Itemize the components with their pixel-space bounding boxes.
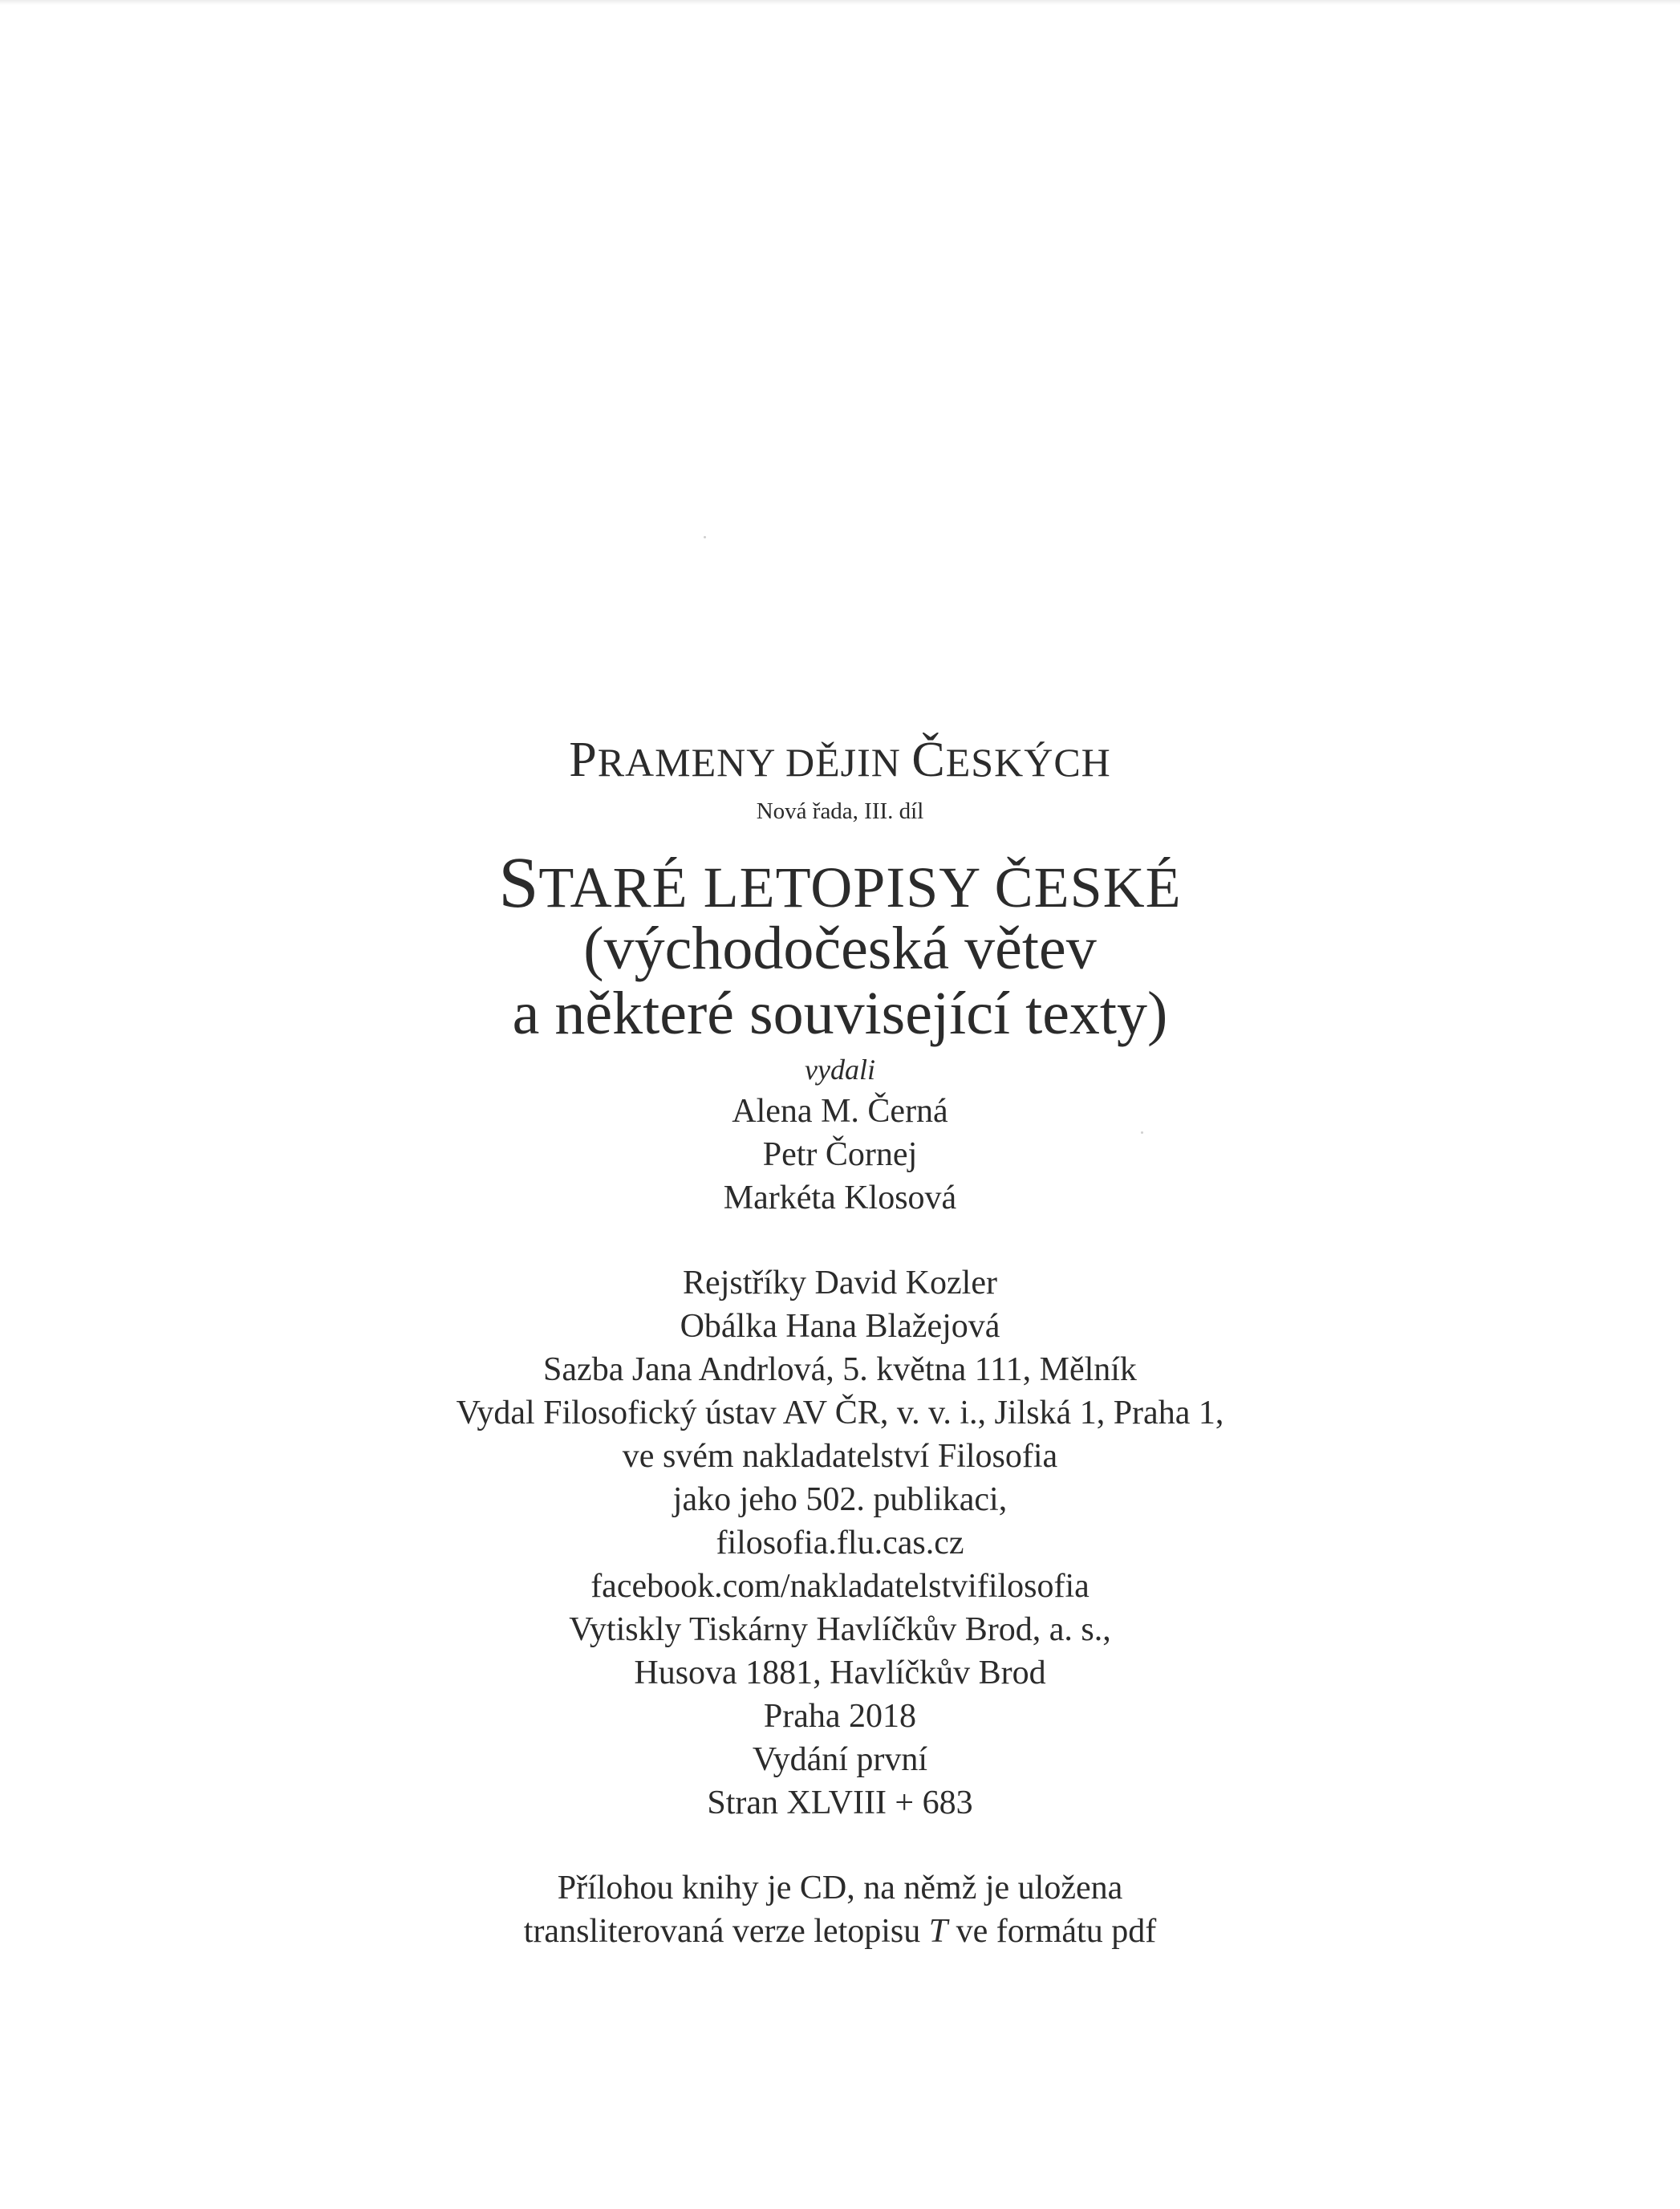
scan-speck bbox=[704, 536, 706, 538]
title-initial: S bbox=[498, 843, 539, 923]
series-subtitle: Nová řada, III. díl bbox=[756, 798, 924, 824]
attachment-note-line-1: Přílohou knihy je CD, na němž je uložena bbox=[557, 1870, 1123, 1906]
colophon-line: Obálka Hana Blažejová bbox=[680, 1308, 1000, 1345]
attachment-note-text: transliterovaná verze letopisu bbox=[523, 1913, 929, 1950]
attachment-note-text-end: ve formátu pdf bbox=[948, 1913, 1157, 1950]
title-rest: TARÉ LETOPISY ČESKÉ bbox=[538, 855, 1182, 920]
scan-speck bbox=[1141, 1131, 1143, 1134]
book-title-line-3: a některé související texty) bbox=[512, 980, 1168, 1047]
colophon-line: Vytiskly Tiskárny Havlíčkův Brod, a. s., bbox=[569, 1611, 1111, 1648]
colophon-line: ve svém nakladatelství Filosofia bbox=[622, 1438, 1058, 1475]
colophon-line: facebook.com/nakladatelstvifilosofia bbox=[590, 1568, 1090, 1605]
colophon-line: Praha 2018 bbox=[763, 1698, 917, 1735]
colophon-line: Stran XLVIII + 683 bbox=[707, 1785, 973, 1821]
book-title-line-2: (východočeská větev bbox=[583, 915, 1097, 982]
series-title bbox=[0, 732, 1680, 789]
editor-name: Alena M. Černá bbox=[732, 1093, 948, 1130]
colophon-line: jako jeho 502. publikaci, bbox=[672, 1481, 1008, 1518]
colophon-line: Vydal Filosofický ústav AV ČR, v. v. i., Jilská 1, Praha 1, bbox=[456, 1395, 1224, 1431]
attachment-note-line-2 bbox=[0, 1915, 1680, 1948]
colophon-line: Vydání první bbox=[752, 1741, 928, 1778]
series-initial-2: Č bbox=[911, 733, 946, 787]
colophon-line: Rejstříky David Kozler bbox=[683, 1265, 997, 1301]
editor-name: Markéta Klosová bbox=[723, 1180, 957, 1216]
series-rest-2: ESKÝCH bbox=[945, 740, 1111, 785]
book-title-line-1 bbox=[0, 843, 1680, 923]
series-rest: RAMENY DĚJIN bbox=[597, 740, 912, 785]
chronicle-siglum: T bbox=[928, 1913, 948, 1950]
colophon-line: Sazba Jana Andrlová, 5. května 111, Mělník bbox=[543, 1351, 1137, 1388]
editor-name: Petr Čornej bbox=[762, 1136, 918, 1173]
editors-label: vydali bbox=[805, 1054, 875, 1086]
colophon-line: filosofia.flu.cas.cz bbox=[716, 1525, 964, 1561]
colophon-line: Husova 1881, Havlíčkův Brod bbox=[634, 1655, 1046, 1691]
series-initial: P bbox=[569, 733, 598, 787]
scan-edge bbox=[0, 0, 1680, 5]
